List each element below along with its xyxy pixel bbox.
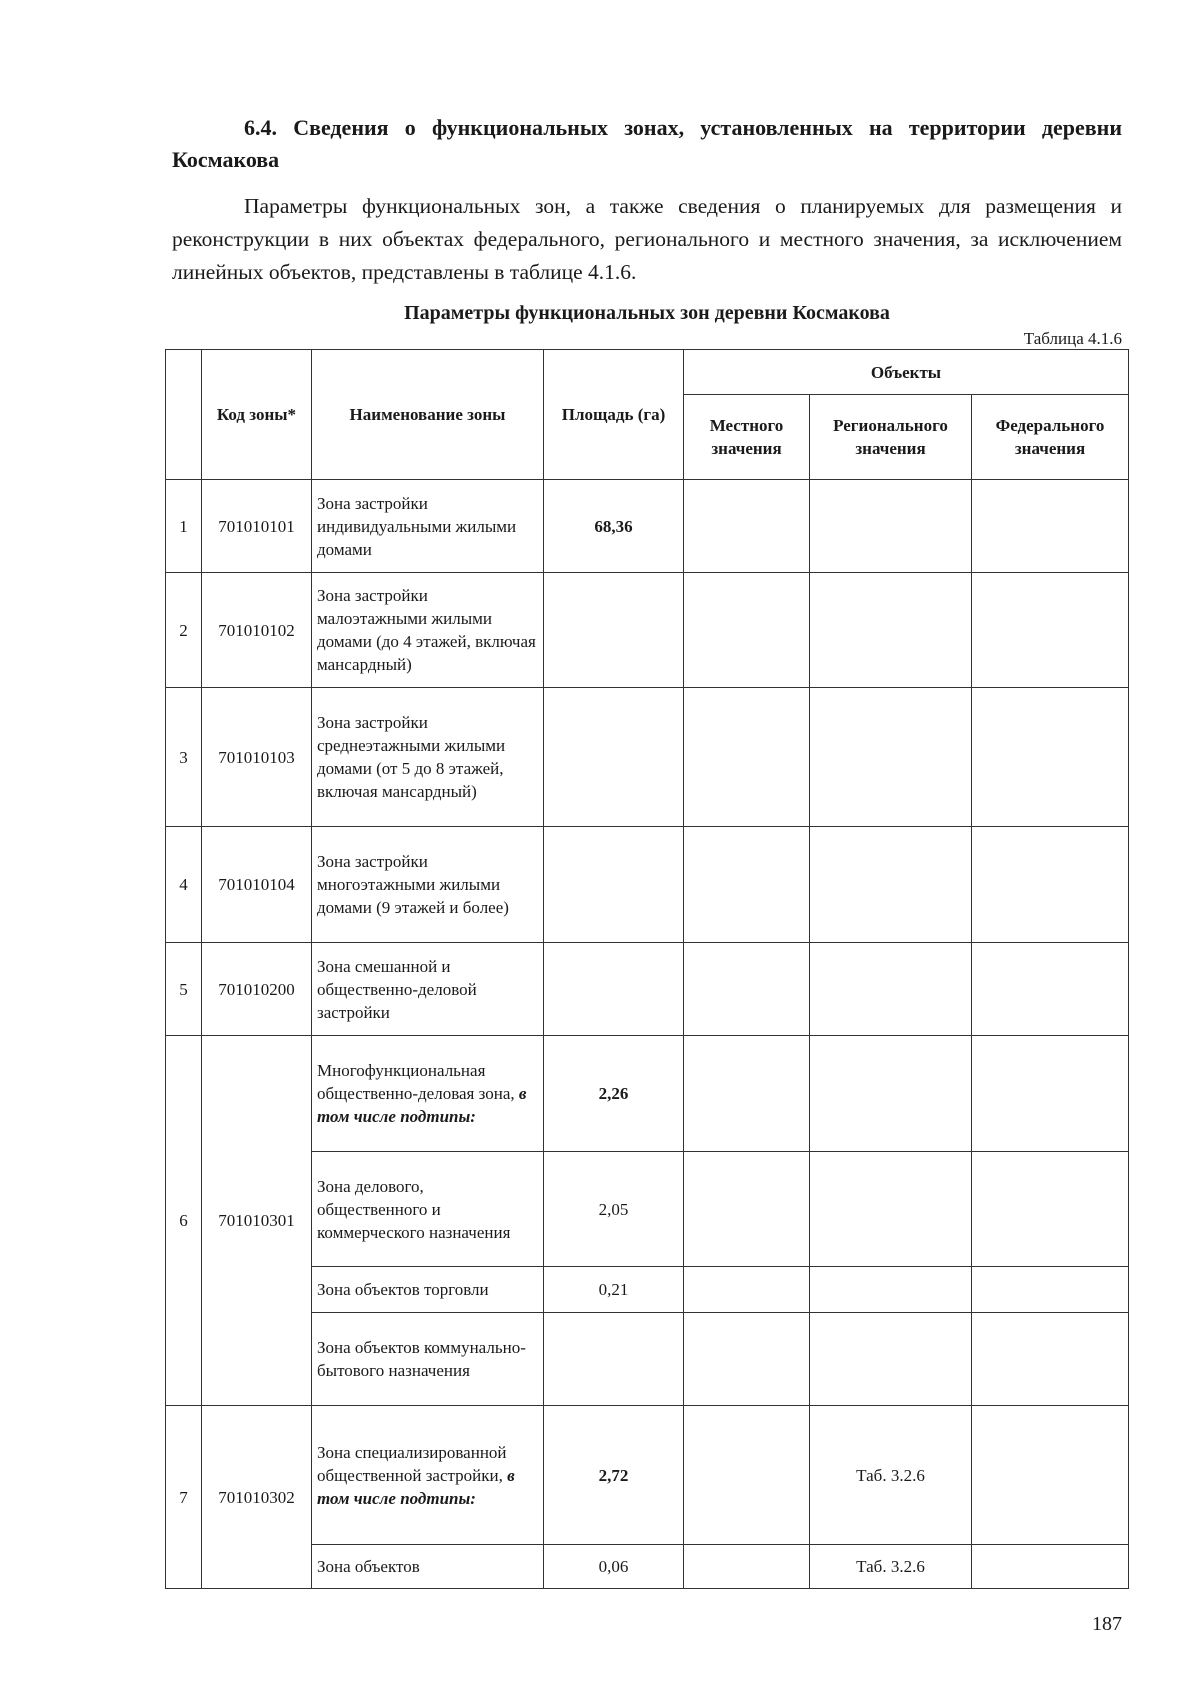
- regional-objects: [810, 1267, 972, 1313]
- local-objects: [684, 943, 810, 1036]
- zone-area: [544, 827, 684, 943]
- zone-code: 701010301: [202, 1036, 312, 1406]
- zone-area: [544, 943, 684, 1036]
- regional-objects: [810, 1036, 972, 1152]
- local-objects: [684, 688, 810, 827]
- row-number: 3: [166, 688, 202, 827]
- intro-paragraph: Параметры функциональных зон, а также сведения о планируемых для размещения и реконструкции в них объектах федерального, регионального и местного значения, за исключением линейных объектов, представлены в таблице 4.1.6.: [172, 194, 1122, 284]
- zone-name: Зона делового, общественного и коммерческого назначения: [312, 1152, 544, 1267]
- zone-area: 2,05: [544, 1152, 684, 1267]
- table-row: [166, 480, 1129, 573]
- table-row: [166, 1036, 1129, 1152]
- table-row: [166, 943, 1129, 1036]
- local-objects: [684, 480, 810, 573]
- zone-name-subtypes: в том числе подтипы:: [317, 1465, 515, 1508]
- row-number: 1: [166, 480, 202, 573]
- zone-name: Зона застройки индивидуальными жилыми домами: [312, 480, 544, 573]
- zone-area: 0,06: [544, 1545, 684, 1589]
- zone-name-subtypes: в том числе подтипы:: [317, 1084, 527, 1126]
- zone-name: Зона объектов коммунально-бытового назначения: [312, 1313, 544, 1406]
- zone-area: 2,26: [544, 1036, 684, 1152]
- federal-objects: [972, 1036, 1129, 1152]
- regional-objects: [810, 1313, 972, 1406]
- local-objects: [684, 573, 810, 688]
- row-number: 5: [166, 943, 202, 1036]
- zone-code: 701010103: [202, 688, 312, 827]
- local-objects: [684, 1036, 810, 1152]
- table-row: [166, 688, 1129, 827]
- zone-area: 68,36: [544, 480, 684, 573]
- zone-name: [312, 1036, 544, 1152]
- federal-objects: [972, 943, 1129, 1036]
- zone-name: Зона объектов: [312, 1545, 544, 1589]
- federal-objects: [972, 1152, 1129, 1267]
- federal-objects: [972, 827, 1129, 943]
- zones-table: [165, 349, 1129, 1589]
- zone-name: Зона смешанной и общественно-деловой застройки: [312, 943, 544, 1036]
- zone-code: 701010101: [202, 480, 312, 573]
- local-objects: [684, 1313, 810, 1406]
- table-row: [166, 827, 1129, 943]
- federal-objects: [972, 1313, 1129, 1406]
- header-code: Код зоны*: [202, 350, 312, 480]
- row-number: 4: [166, 827, 202, 943]
- zone-name: Зона объектов торговли: [312, 1267, 544, 1313]
- header-federal: Федерального значения: [972, 395, 1129, 480]
- header-num: [166, 350, 202, 480]
- local-objects: [684, 1406, 810, 1545]
- page-number: 187: [1092, 1613, 1122, 1635]
- federal-objects: [972, 1406, 1129, 1545]
- zone-area: [544, 1313, 684, 1406]
- zone-name-main: Зона специализированной общественной застройки,: [317, 1442, 507, 1485]
- regional-objects: [810, 827, 972, 943]
- zone-code: 701010302: [202, 1406, 312, 1589]
- header-objects: Объекты: [684, 350, 1129, 395]
- regional-objects: [810, 688, 972, 827]
- local-objects: [684, 1545, 810, 1589]
- zone-code: 701010102: [202, 573, 312, 688]
- federal-objects: [972, 688, 1129, 827]
- table-title: Параметры функциональных зон деревни Космакова: [404, 302, 890, 324]
- local-objects: [684, 1152, 810, 1267]
- regional-objects: [810, 1152, 972, 1267]
- zone-name-main: Многофункциональная общественно-деловая зона,: [317, 1061, 515, 1103]
- header-local: Местного значения: [684, 395, 810, 480]
- federal-objects: [972, 573, 1129, 688]
- header-name: Наименование зоны: [312, 350, 544, 480]
- row-number: 6: [166, 1036, 202, 1406]
- table-row: [166, 1406, 1129, 1545]
- zone-area: [544, 573, 684, 688]
- header-area: Площадь (га): [544, 350, 684, 480]
- section-heading: [172, 112, 1122, 176]
- regional-objects: [810, 573, 972, 688]
- zone-area: 2,72: [544, 1406, 684, 1545]
- federal-objects: [972, 1267, 1129, 1313]
- zone-name: [312, 1406, 544, 1545]
- regional-objects: [810, 480, 972, 573]
- section-number: 6.4.: [244, 115, 277, 140]
- federal-objects: [972, 480, 1129, 573]
- local-objects: [684, 827, 810, 943]
- row-number: 7: [166, 1406, 202, 1589]
- table-row: [166, 573, 1129, 688]
- zone-code: 701010200: [202, 943, 312, 1036]
- row-number: 2: [166, 573, 202, 688]
- federal-objects: [972, 1545, 1129, 1589]
- table-number: Таблица 4.1.6: [1023, 329, 1122, 348]
- zone-code: 701010104: [202, 827, 312, 943]
- zone-name: Зона застройки среднеэтажными жилыми домами (от 5 до 8 этажей, включая мансардный): [312, 688, 544, 827]
- regional-objects: Таб. 3.2.6: [810, 1406, 972, 1545]
- header-row-top: [166, 350, 1129, 395]
- regional-objects: Таб. 3.2.6: [810, 1545, 972, 1589]
- section-title: Сведения о функциональных зонах, установленных на территории деревни Космакова: [172, 115, 1122, 172]
- zone-area: 0,21: [544, 1267, 684, 1313]
- header-regional: Регионального значения: [810, 395, 972, 480]
- zone-name: Зона застройки многоэтажными жилыми домами (9 этажей и более): [312, 827, 544, 943]
- local-objects: [684, 1267, 810, 1313]
- regional-objects: [810, 943, 972, 1036]
- zone-area: [544, 688, 684, 827]
- zone-name: Зона застройки малоэтажными жилыми домами (до 4 этажей, включая мансардный): [312, 573, 544, 688]
